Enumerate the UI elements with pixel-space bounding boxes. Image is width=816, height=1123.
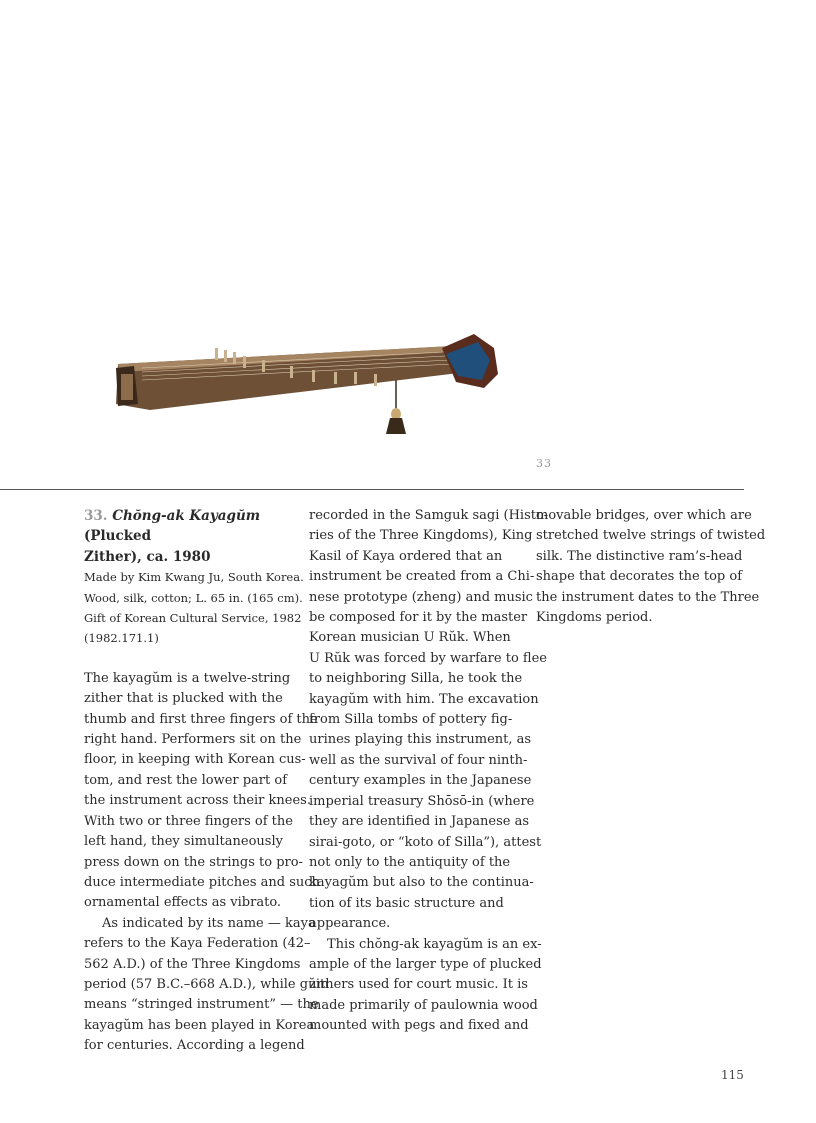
text-line: The kayagŭm is a twelve-string [84,670,291,686]
tassel [386,418,406,434]
kayagum-photo [112,330,512,440]
text-line: sirai-goto, or “koto of Silla”), attest [309,834,542,850]
text-line: With two or three fingers of the [84,813,293,829]
text-line: duce intermediate pitches and such [84,874,320,890]
text-line: the instrument across their knees. [84,793,311,809]
caption-title-italic: Chŏng-ak Kayagŭm [112,508,261,524]
text-line: U Rŭk was forced by warfare to flee [309,650,547,666]
caption-title-line2: Zither), ca. 1980 [84,548,211,565]
caption-title [84,506,298,567]
caption-title-rest: (Plucked [84,528,152,545]
text-line: Korean musician U Rŭk. When [309,630,511,646]
text-line: not only to the antiquity of the [309,854,511,870]
text-line: the instrument dates to the Three [536,589,760,605]
caption-line: (1982.171.1) [84,631,159,646]
text-line: stretched twelve strings of twisted [536,528,766,544]
body-paragraph [309,506,549,1037]
text-line: mounted with pegs and fixed and [309,1018,529,1034]
caption-line: Gift of Korean Cultural Service, 1982 [84,611,302,626]
text-line: thumb and first three fingers of the [84,711,318,727]
text-line: ample of the larger type of plucked [309,956,542,972]
text-line: to neighboring Silla, he took the [309,671,523,687]
text-line: right hand. Performers sit on the [84,732,302,748]
text-line: kayagŭm but also to the continua- [309,875,534,891]
text-line: urines playing this instrument, as [309,732,532,748]
zither-end-panel [121,374,133,400]
text-line: silk. The distinctive ram’s-head [536,548,743,564]
text-line: appearance. [309,916,391,932]
caption-line: Made by Kim Kwang Ju, South Korea. [84,570,304,585]
body-paragraph [536,506,766,628]
text-line: kayagŭm with him. The excavation [309,691,539,707]
text-line: recorded in the Samguk sagi (Histo- [309,508,549,523]
text-line: nese prototype (zheng) and music [309,589,533,605]
text-line: press down on the strings to pro- [84,854,303,870]
text-line: kayagŭm has been played in Korea [84,1017,315,1033]
text-line: shape that decorates the top of [536,569,743,585]
text-line: 562 A.D.) of the Three Kingdoms [84,956,301,972]
text-line: for centuries. According a legend [84,1038,305,1054]
horizontal-rule [0,489,744,490]
text-line: ornamental effects as vibrato. [84,895,282,911]
text-line: ries of the Three Kingdoms), King [309,528,533,544]
text-line: movable bridges, over which are [536,508,752,523]
text-line: tion of its basic structure and [309,895,504,911]
text-line: This chŏng-ak kayagŭm is an ex- [327,936,542,952]
text-line: Kasil of Kaya ordered that an [309,548,503,564]
caption-line: Wood, silk, cotton; L. 65 in. (165 cm). [84,590,303,605]
text-line: made primarily of paulownia wood [309,997,538,1013]
text-line: refers to the Kaya Federation (42– [84,936,311,952]
text-line: Kingdoms period. [536,610,653,626]
page-number: 115 [721,1068,744,1082]
text-line: zithers used for court music. It is [309,977,528,993]
text-line: imperial treasury Shōsō-in (where [309,793,535,809]
text-line: century examples in the Japanese [309,773,532,789]
text-line: As indicated by its name — kaya [102,915,316,931]
caption-details [84,567,304,649]
text-line: period (57 B.C.–668 A.D.), while gŭm [84,976,329,992]
text-line: well as the survival of four ninth- [309,752,528,768]
text-line: tom, and rest the lower part of [84,772,288,788]
text-line: from Silla tombs of pottery fig- [309,712,513,728]
text-line: instrument be created from a Chi- [309,569,535,585]
column-1 [84,506,329,1057]
body-paragraph [84,669,329,1057]
column-2 [309,506,549,1037]
figure-label: 33 [536,457,552,470]
text-line: be composed for it by the master [309,610,528,626]
text-line: they are identified in Japanese as [309,814,529,830]
text-line: means “stringed instrument” — the [84,997,319,1013]
text-line: zither that is plucked with the [84,691,283,707]
text-line: left hand, they simultaneously [84,834,283,850]
caption-number: 33. [84,508,108,524]
text-line: floor, in keeping with Korean cus- [84,752,306,768]
column-3 [536,506,766,628]
